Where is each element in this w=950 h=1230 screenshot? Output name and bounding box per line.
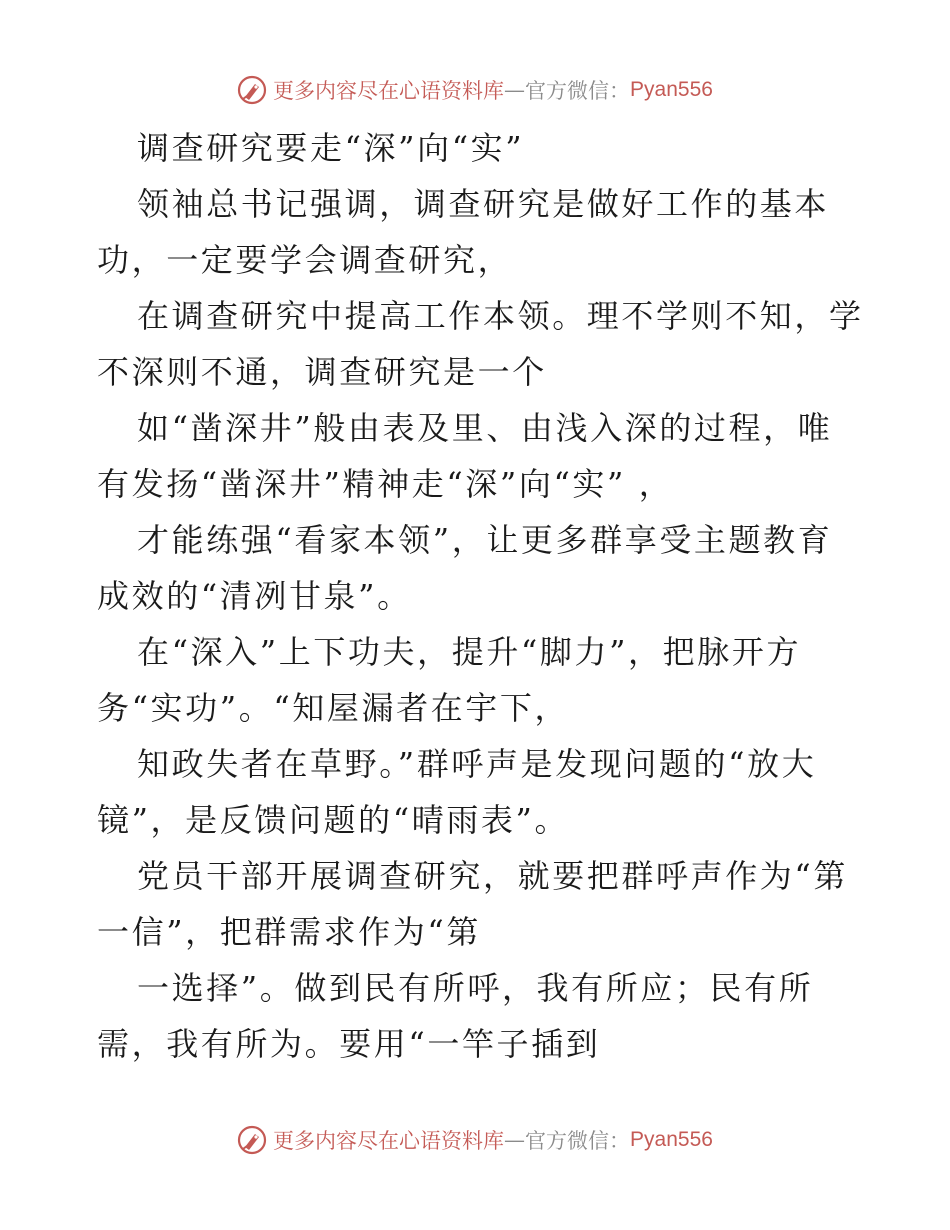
text-line: 如“凿深井”般由表及里、由浅入深的过程，唯 xyxy=(137,409,833,447)
text-line: 知政失者在草野。”群呼声是发现问题的“放大 xyxy=(137,745,817,783)
footer-wechat-id: Pyan556 xyxy=(630,1128,713,1151)
text-line: 务“实功”。“知屋漏者在宇下， xyxy=(97,689,570,727)
text-line: 在“深入”上下功夫，提升“脚力”，把脉开方 xyxy=(137,633,802,671)
pen-nib-logo-icon xyxy=(237,1125,267,1155)
footer-wechat-label: 官方微信： xyxy=(525,1129,631,1153)
footer-brand-text: 更多内容尽在心语资料库 xyxy=(273,1129,505,1153)
header-wechat-label: 官方微信： xyxy=(525,79,631,103)
text-line: 需，我有所为。要用“一竿子插到 xyxy=(97,1025,601,1063)
paragraph-title: 调查研究要走“深”向“实” xyxy=(137,129,525,167)
pen-nib-logo-icon xyxy=(237,75,267,105)
text-line: 有发扬“凿深井”精神走“深”向“实” ， xyxy=(97,465,674,503)
header-wechat-id: Pyan556 xyxy=(630,78,713,101)
text-line: 镜”，是反馈问题的“晴雨表”。 xyxy=(97,801,570,839)
text-line: 领袖总书记强调，调查研究是做好工作的基本 xyxy=(137,185,830,223)
footer-banner xyxy=(0,1120,950,1160)
text-line: 一信”，把群需求作为“第 xyxy=(97,913,481,951)
text-line: 功，一定要学会调查研究， xyxy=(97,241,513,279)
text-line: 才能练强“看家本领”，让更多群享受主题教育 xyxy=(137,521,833,559)
header-brand-text: 更多内容尽在心语资料库 xyxy=(273,79,505,103)
text-line: 一选择”。做到民有所呼，我有所应；民有所 xyxy=(137,969,814,1007)
document-body xyxy=(97,120,867,1072)
text-line: 在调查研究中提高工作本领。理不学则不知，学 xyxy=(137,297,864,335)
text-line: 党员干部开展调查研究，就要把群呼声作为“第 xyxy=(137,857,848,895)
text-line: 成效的“清冽甘泉”。 xyxy=(97,577,412,615)
text-line: 不深则不通，调查研究是一个 xyxy=(97,353,547,391)
header-banner xyxy=(0,70,950,110)
footer-dash: — xyxy=(504,1128,526,1152)
header-dash: — xyxy=(504,78,526,102)
